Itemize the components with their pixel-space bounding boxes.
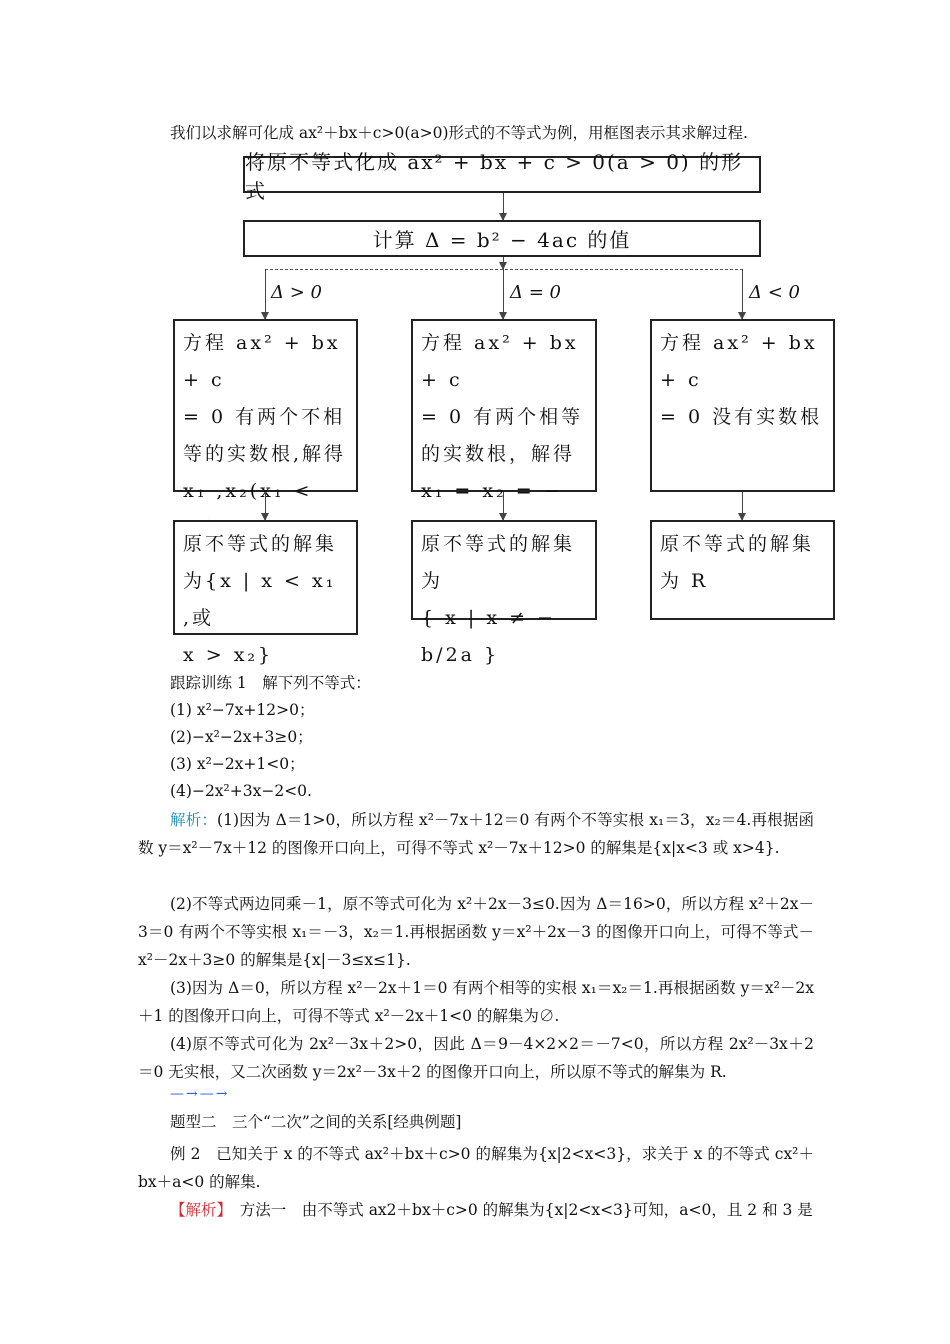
exercise-item: (3) x²−2x+1<0； — [170, 755, 305, 773]
analysis-tag: 【解析】 — [170, 1201, 225, 1219]
flow-step-standard-form: 将原不等式化成 ax² + bx + c > 0(a > 0) 的形式 — [243, 156, 761, 193]
case-line: 方程 ax² + bx + c — [660, 332, 818, 391]
solution-paragraph-4: (4)原不等式可化为 2x²－3x＋2>0，因此 Δ＝9－4×2×2＝－7<0，所以方程 2x²－3x＋2＝0 无实根，又二次函数 y＝2x²－3x＋2 的图像开口向上，所以原不等式的解集为 R. — [138, 1035, 814, 1081]
case-roots-distinct — [173, 319, 358, 502]
case-no-roots — [650, 319, 835, 492]
exercise-item: (1) x²−7x+12>0； — [170, 701, 315, 719]
arrow-down-icon — [503, 193, 504, 220]
connector-line — [503, 257, 504, 269]
case-line: 原不等式的解集 — [183, 533, 338, 555]
case-line: 方程 ax² + bx + c — [183, 332, 341, 391]
intro-text: 我们以求解可化成 ax²＋bx＋c>0(a>0)形式的不等式为例，用框图表示其求解过程. — [170, 124, 748, 142]
arrow-down-icon — [503, 269, 504, 319]
arrow-down-icon — [742, 269, 743, 319]
arrow-down-icon — [503, 492, 504, 520]
solution-set-all-reals — [650, 520, 835, 620]
case-line: x₁ = x₂ = − — [421, 480, 563, 502]
branch-line — [265, 269, 743, 270]
solution-text: (1)因为 Δ＝1>0，所以方程 x²－7x＋12＝0 有两个不等实根 x₁＝3，x₂＝4.再根据函数 y＝x²－7x＋12 的图像开口向上，可得不等式 x²－7x＋12>0 的解集是{x|x<3 或 x>4}. — [138, 811, 814, 857]
arrow-down-icon — [742, 492, 743, 520]
analysis-line — [138, 1196, 814, 1224]
case-line: 的实数根，解得 — [421, 443, 576, 465]
case-line: x > x₂} — [183, 644, 274, 666]
case-line: 原不等式的解集 — [660, 533, 815, 555]
branch-label-zero: Δ = 0 — [510, 282, 561, 303]
example-2: 例 2 已知关于 x 的不等式 ax²＋bx＋c>0 的解集为{x|2<x<3}，求关于 x 的不等式 cx²＋bx＋a<0 的解集. — [138, 1145, 814, 1191]
exercise-item: (2)−x²−2x+3≥0； — [170, 728, 313, 746]
case-line: { x | x ≠ − b/2a } — [421, 607, 556, 666]
solution-set-distinct — [173, 520, 358, 666]
arrow-down-icon — [265, 492, 266, 520]
branch-label-positive: Δ > 0 — [271, 282, 322, 303]
case-line: 原不等式的解集为 — [421, 533, 576, 592]
solution-label: 解析： — [170, 811, 218, 829]
case-line: 等的实数根,解得 — [183, 443, 347, 465]
solution-paragraph-3: (3)因为 Δ＝0，所以方程 x²－2x＋1＝0 有两个相等的实根 x₁＝x₂＝1.再根据函数 y＝x²－2x＋1 的图像开口向上，可得不等式 x²－2x＋1<0 的解集为∅. — [138, 979, 814, 1025]
solution-paragraph-1 — [138, 806, 814, 862]
analysis-text: 方法一 由不等式 ax2＋bx＋c>0 的解集为{x|2<x<3}可知，a<0，且 2 和 3 是 — [224, 1201, 813, 1219]
case-line: 方程 ax² + bx + c — [421, 332, 579, 391]
case-line: = 0 有两个相等 — [421, 406, 584, 428]
flow-step-discriminant: 计算 Δ = b² − 4ac 的值 — [243, 220, 761, 257]
case-line: 为 R — [660, 570, 709, 592]
case-roots-equal — [411, 319, 597, 502]
case-line: = 0 没有实数根 — [660, 406, 823, 428]
branch-label-negative: Δ < 0 — [749, 282, 800, 303]
type-two-title: 题型二 三个“二次”之间的关系[经典例题] — [170, 1113, 462, 1131]
solution-set-equal — [411, 520, 597, 666]
exercise-title: 跟踪训练 1 解下列不等式： — [170, 674, 371, 692]
case-line: 为{x | x < x₁ ,或 — [183, 570, 337, 629]
case-line: = 0 有两个不相 — [183, 406, 346, 428]
case-line: x₁ ,x₂(x₁ < — [183, 480, 313, 502]
solution-paragraph-2: (2)不等式两边同乘－1，原不等式可化为 x²＋2x－3≤0.因为 Δ＝16>0，所以方程 x²＋2x－3＝0 有两个不等实根 x₁＝－3，x₂＝1.再根据函数 y＝x²＋2x－3 的图像开口向上，可得不等式－x²－2x＋3≥0 的解集是{x|－3≤x≤1}. — [138, 895, 814, 969]
exercise-item: (4)−2x²+3x−2<0. — [170, 782, 312, 800]
arrow-down-icon — [265, 269, 266, 319]
section-divider: —→—→ — [170, 1086, 230, 1102]
